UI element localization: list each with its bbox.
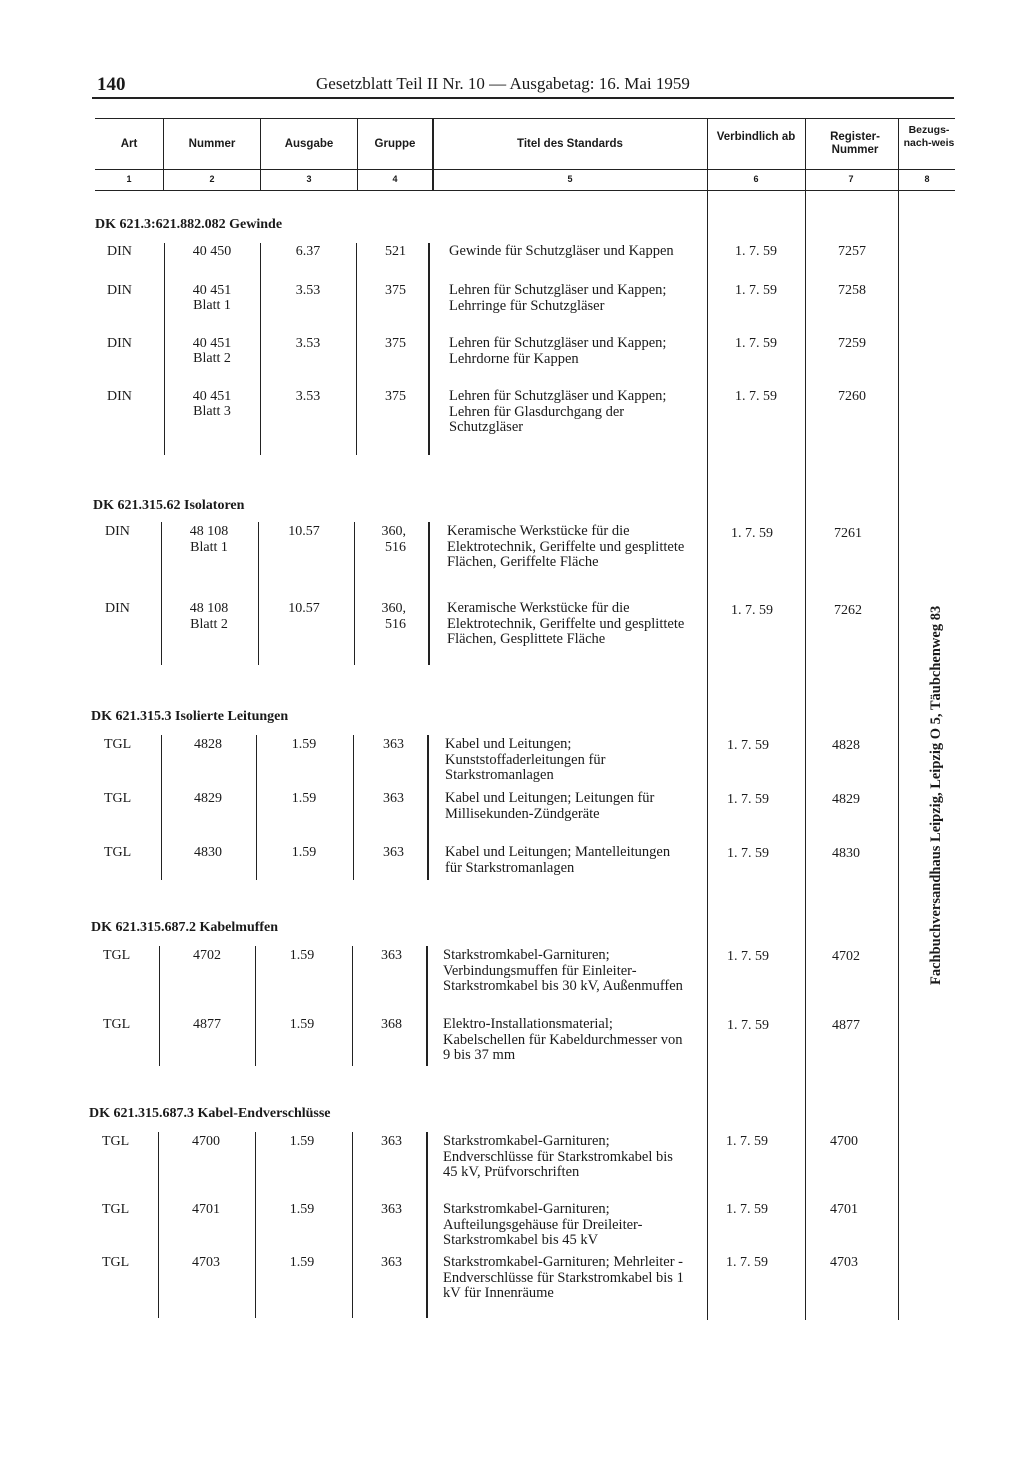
blatt-cell: Blatt 1 bbox=[193, 298, 231, 313]
ausgabe-cell: 1.59 bbox=[291, 791, 317, 806]
column-rule-verbindlich bbox=[707, 190, 708, 1320]
art-cell: DIN bbox=[105, 601, 130, 616]
gruppe-cell: 375 bbox=[385, 389, 406, 404]
blatt-cell: Blatt 1 bbox=[190, 540, 228, 555]
column-header-art: Art bbox=[120, 138, 138, 150]
nummer-cell: 4700 bbox=[192, 1134, 220, 1149]
nummer-cell: 4877 bbox=[193, 1017, 221, 1032]
ausgabe-cell: 1.59 bbox=[289, 1255, 315, 1270]
register-cell: 4828 bbox=[832, 738, 860, 753]
ausgabe-cell: 1.59 bbox=[291, 737, 317, 752]
nummer-cell: 4701 bbox=[192, 1202, 220, 1217]
titel-cell: Starkstromkabel-Garnituren; Verbindungsmuffen für Einleiter-Starkstromkabel bis 30 kV, Außenmuffen bbox=[443, 947, 683, 994]
gruppe-cell: 363 bbox=[381, 1134, 402, 1149]
register-cell: 7262 bbox=[834, 603, 862, 618]
titel-cell: Kabel und Leitungen; Kunststoffaderleitungen für Starkstromanlagen bbox=[445, 736, 606, 783]
gruppe-cell: 363 bbox=[383, 791, 404, 806]
nummer-cell: 40 450 bbox=[192, 244, 232, 259]
ausgabe-cell: 1.59 bbox=[289, 1017, 315, 1032]
verbindlich-cell: 1. 7. 59 bbox=[727, 949, 769, 964]
column-number-3: 3 bbox=[306, 174, 312, 184]
ausgabe-cell: 1.59 bbox=[289, 948, 315, 963]
publisher-side-note: Fachbuchversandhaus Leipzig, Leipzig O 5, Täubchenweg 83 bbox=[928, 605, 944, 985]
running-title: Gesetzblatt Teil II Nr. 10 — Ausgabetag: 16. Mai 1959 bbox=[316, 74, 690, 93]
ausgabe-cell: 1.59 bbox=[289, 1202, 315, 1217]
nummer-cell: 48 108 bbox=[189, 524, 229, 539]
register-cell: 7258 bbox=[838, 283, 866, 298]
verbindlich-cell: 1. 7. 59 bbox=[726, 1255, 768, 1270]
column-header-titel: Titel des Standards bbox=[517, 138, 623, 150]
art-cell: DIN bbox=[107, 389, 132, 404]
art-cell: TGL bbox=[103, 948, 131, 963]
titel-cell: Starkstromkabel-Garnituren; Endverschlüsse für Starkstromkabel bis 45 kV, Prüfvorschriften bbox=[443, 1133, 673, 1180]
titel-cell: Lehren für Schutzgläser und Kappen; Lehren für Glasdurchgang der Schutzgläser bbox=[449, 388, 667, 435]
art-cell: DIN bbox=[105, 524, 130, 539]
nummer-cell: 4828 bbox=[194, 737, 222, 752]
column-number-1: 1 bbox=[126, 174, 132, 184]
blatt-cell: Blatt 2 bbox=[190, 617, 228, 632]
ausgabe-cell: 3.53 bbox=[295, 283, 321, 298]
ausgabe-cell: 1.59 bbox=[289, 1134, 315, 1149]
titel-cell: Lehren für Schutzgläser und Kappen; Lehrringe für Schutzgläser bbox=[449, 282, 667, 314]
art-cell: TGL bbox=[102, 1255, 130, 1270]
register-cell: 4701 bbox=[830, 1202, 858, 1217]
column-rule-bezug bbox=[898, 190, 899, 1320]
ausgabe-cell: 3.53 bbox=[295, 336, 321, 351]
blatt-cell: Blatt 3 bbox=[193, 404, 231, 419]
titel-cell: Keramische Werkstücke für die Elektrotechnik, Geriffelte und gesplittete Flächen, Geriffelte Fläche bbox=[447, 523, 685, 570]
column-number-8: 8 bbox=[924, 174, 930, 184]
section-title: DK 621.315.687.3 Kabel-Endverschlüsse bbox=[89, 1106, 331, 1121]
table-top-rule bbox=[95, 118, 955, 119]
column-number-6: 6 bbox=[753, 174, 759, 184]
register-cell: 4830 bbox=[832, 846, 860, 861]
ausgabe-cell: 6.37 bbox=[295, 244, 321, 259]
verbindlich-cell: 1. 7. 59 bbox=[735, 336, 777, 351]
nummer-cell: 4703 bbox=[192, 1255, 220, 1270]
column-number-2: 2 bbox=[209, 174, 215, 184]
nummer-cell: 48 108 bbox=[189, 601, 229, 616]
register-cell: 7261 bbox=[834, 526, 862, 541]
page-number: 140 bbox=[97, 74, 126, 95]
verbindlich-cell: 1. 7. 59 bbox=[726, 1134, 768, 1149]
nummer-cell: 4702 bbox=[193, 948, 221, 963]
ausgabe-cell: 3.53 bbox=[295, 389, 321, 404]
art-cell: DIN bbox=[107, 283, 132, 298]
art-cell: TGL bbox=[104, 737, 132, 752]
verbindlich-cell: 1. 7. 59 bbox=[727, 846, 769, 861]
gruppe-cell: 363 bbox=[381, 1202, 402, 1217]
titel-cell: Starkstromkabel-Garnituren; Aufteilungsgehäuse für Dreileiter-Starkstromkabel bis 45 kV bbox=[443, 1201, 643, 1248]
section-title: DK 621.315.687.2 Kabelmuffen bbox=[91, 920, 279, 935]
verbindlich-cell: 1. 7. 59 bbox=[735, 389, 777, 404]
art-cell: DIN bbox=[107, 244, 132, 259]
register-cell: 7259 bbox=[838, 336, 866, 351]
verbindlich-cell: 1. 7. 59 bbox=[727, 1018, 769, 1033]
titel-cell: Gewinde für Schutzgläser und Kappen bbox=[449, 243, 674, 259]
blatt-cell: Blatt 2 bbox=[193, 351, 231, 366]
art-cell: TGL bbox=[104, 791, 132, 806]
column-header-register: Register-Nummer bbox=[830, 131, 880, 156]
ausgabe-cell: 10.57 bbox=[288, 524, 320, 539]
gruppe-cell: 363 bbox=[381, 1255, 402, 1270]
column-number-5: 5 bbox=[567, 174, 573, 184]
header-divider-rule bbox=[95, 169, 955, 170]
gruppe-cell: 368 bbox=[381, 1017, 402, 1032]
titel-cell: Keramische Werkstücke für die Elektrotechnik, Geriffelte und gesplittete Flächen, Gesplittete Fläche bbox=[447, 600, 685, 647]
gruppe-cell: 360, 516 bbox=[381, 524, 406, 555]
art-cell: TGL bbox=[102, 1134, 130, 1149]
nummer-cell: 4829 bbox=[194, 791, 222, 806]
art-cell: TGL bbox=[104, 845, 132, 860]
verbindlich-cell: 1. 7. 59 bbox=[726, 1202, 768, 1217]
column-number-4: 4 bbox=[392, 174, 398, 184]
header-rule bbox=[92, 97, 954, 99]
gruppe-cell: 521 bbox=[385, 244, 406, 259]
art-cell: TGL bbox=[102, 1202, 130, 1217]
art-cell: DIN bbox=[107, 336, 132, 351]
titel-cell: Starkstromkabel-Garnituren; Mehrleiter - Endverschlüsse für Starkstromkabel bis 1 kV für Innenräume bbox=[443, 1254, 684, 1301]
register-cell: 4877 bbox=[832, 1018, 860, 1033]
nummer-cell: 4830 bbox=[194, 845, 222, 860]
header-bottom-rule bbox=[95, 190, 955, 191]
register-cell: 4700 bbox=[830, 1134, 858, 1149]
gruppe-cell: 375 bbox=[385, 336, 406, 351]
verbindlich-cell: 1. 7. 59 bbox=[731, 526, 773, 541]
column-header-bezugsnachweis: Bezugs-nach-weis bbox=[903, 124, 955, 149]
titel-cell: Lehren für Schutzgläser und Kappen; Lehrdorne für Kappen bbox=[449, 335, 667, 367]
column-rule-register bbox=[805, 190, 806, 1320]
ausgabe-cell: 10.57 bbox=[288, 601, 320, 616]
gruppe-cell: 360, 516 bbox=[381, 601, 406, 632]
register-cell: 4702 bbox=[832, 949, 860, 964]
gruppe-cell: 363 bbox=[381, 948, 402, 963]
register-cell: 7257 bbox=[838, 244, 866, 259]
column-header-verbindlich: Verbindlich ab bbox=[716, 131, 796, 143]
column-header-nummer: Nummer bbox=[188, 138, 236, 150]
column-number-7: 7 bbox=[848, 174, 854, 184]
register-cell: 7260 bbox=[838, 389, 866, 404]
column-header-ausgabe: Ausgabe bbox=[284, 138, 334, 150]
section-title: DK 621.315.62 Isolatoren bbox=[93, 498, 245, 513]
register-cell: 4829 bbox=[832, 792, 860, 807]
art-cell: TGL bbox=[103, 1017, 131, 1032]
nummer-cell: 40 451 bbox=[192, 336, 232, 351]
register-cell: 4703 bbox=[830, 1255, 858, 1270]
nummer-cell: 40 451 bbox=[192, 283, 232, 298]
gruppe-cell: 363 bbox=[383, 845, 404, 860]
section-title: DK 621.3:621.882.082 Gewinde bbox=[95, 217, 283, 232]
section-title: DK 621.315.3 Isolierte Leitungen bbox=[91, 709, 289, 724]
verbindlich-cell: 1. 7. 59 bbox=[735, 244, 777, 259]
verbindlich-cell: 1. 7. 59 bbox=[727, 792, 769, 807]
nummer-cell: 40 451 bbox=[192, 389, 232, 404]
titel-cell: Elektro-Installationsmaterial; Kabelschellen für Kabeldurchmesser von 9 bis 37 mm bbox=[443, 1016, 683, 1063]
verbindlich-cell: 1. 7. 59 bbox=[735, 283, 777, 298]
column-header-gruppe: Gruppe bbox=[374, 138, 416, 150]
gruppe-cell: 363 bbox=[383, 737, 404, 752]
gruppe-cell: 375 bbox=[385, 283, 406, 298]
titel-cell: Kabel und Leitungen; Leitungen für Millisekunden-Zündgeräte bbox=[445, 790, 655, 822]
verbindlich-cell: 1. 7. 59 bbox=[731, 603, 773, 618]
titel-cell: Kabel und Leitungen; Mantelleitungen für Starkstromanlagen bbox=[445, 844, 671, 876]
ausgabe-cell: 1.59 bbox=[291, 845, 317, 860]
verbindlich-cell: 1. 7. 59 bbox=[727, 738, 769, 753]
